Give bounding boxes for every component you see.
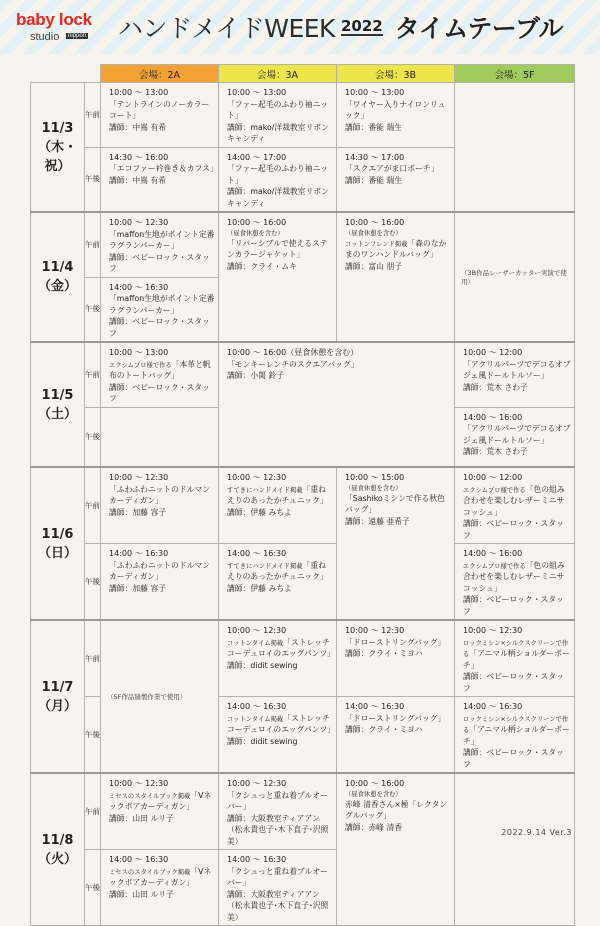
session-teacher: 講師：伊藤 みちよ: [227, 507, 292, 517]
session-time: 10:00 ～ 16:00（昼食休憩を含む）: [227, 348, 359, 357]
session-title: 「クシュっと重ね着プルオーバー」: [227, 866, 328, 887]
day-weekday: （月）: [37, 698, 77, 714]
session-time: 14:30 ～ 17:00: [345, 152, 405, 162]
session-teacher: 講師：山田 ルリ子: [109, 813, 174, 823]
session-time: 14:00 ～ 16:30: [109, 549, 169, 558]
session-slot: [455, 697, 575, 774]
session-teacher: 講師：加藤 容子: [109, 507, 167, 517]
session-title: 「重ねえりのあったかチュニック」: [227, 484, 328, 505]
session-slot: [219, 850, 337, 926]
session-cell: [455, 774, 574, 780]
period-pm: 午後: [85, 147, 101, 212]
title-sub: タイムテーブル: [394, 14, 563, 43]
session-title: 「重ねえりのあったかチュニック」: [227, 560, 328, 581]
session-title: 「ドローストリングバッグ」: [345, 713, 446, 723]
session-title: 赤峰 清香さん×極「レクタングルバッグ」: [345, 799, 448, 820]
day-row-am: [31, 212, 575, 277]
session-teacher: 講師：didit sewing: [227, 660, 298, 670]
session-source: ミセスのスタイルブック掲載: [109, 868, 191, 876]
title-main: ハンドメイドWEEK: [118, 14, 335, 43]
period-am: 午前: [85, 212, 101, 277]
session-cell: [101, 83, 218, 135]
venue-header: 会場：3B: [337, 65, 455, 83]
session-time: 10:00 ～ 12:30: [109, 218, 169, 227]
day-row-am: [31, 773, 575, 850]
day-date: 11/5: [41, 387, 74, 403]
session-title: 「エコファー衿巻き＆カフス」: [109, 164, 218, 173]
session-slot: [101, 773, 219, 850]
session-time: 14:00 ～ 16:30: [227, 549, 287, 558]
session-slot: [219, 697, 337, 774]
timetable: [30, 64, 575, 926]
day-date: 11/8: [41, 832, 74, 848]
session-cell: [337, 148, 454, 189]
session-title: 「リバーシブルで使えるステンカラージャケット」: [227, 238, 328, 259]
session-title: 「森のなかまのワンハンドルバッグ」: [345, 238, 447, 259]
period-am: 午前: [85, 342, 101, 407]
session-teacher: 講師：ベビーロック・スタッフ: [463, 519, 564, 540]
day-weekday: （金）: [37, 279, 77, 294]
session-cell: [455, 83, 574, 89]
session-cell: [337, 697, 454, 738]
session-cell: [219, 544, 336, 596]
session-slot: [337, 467, 455, 620]
venue-header: 会場：5F: [455, 65, 575, 83]
session-teacher: 講師：ベビーロック・スタッフ: [109, 252, 210, 273]
day-label: [31, 212, 85, 342]
session-slot: [101, 342, 219, 407]
session-cell: [219, 850, 336, 925]
session-time: 10:00 ～ 13:00: [345, 88, 405, 97]
session-cell: [101, 278, 218, 342]
session-time: 10:00 ～ 12:30: [109, 473, 169, 482]
day-row-pm: [31, 544, 575, 621]
session-source: ロックミシン×シルクスクリーンで作る: [463, 639, 569, 658]
session-source: すてきにハンドメイド掲載: [227, 562, 303, 570]
day-label: [31, 83, 85, 213]
session-time: 14:00 ～ 16:30: [109, 855, 169, 864]
session-title: 「クシュっと重ね着プルオーバー」: [227, 790, 328, 811]
day-date: 11/6: [41, 526, 74, 542]
session-time: 14:00 ～ 16:30: [227, 855, 287, 864]
session-teacher: 講師：伊藤 みちよ: [227, 583, 292, 593]
cell-note: （3B作品レーザーカッター実演で使用）: [461, 269, 567, 286]
session-teacher: 講師：クライ・ミヨハ: [345, 725, 423, 734]
page-title: [118, 10, 563, 44]
session-cell: [337, 774, 454, 835]
day-weekday: （木・祝）: [37, 139, 77, 174]
session-cell: [455, 544, 574, 619]
session-title: 「アニマル柄ショルダーポーチ」: [463, 725, 570, 746]
session-slot: [101, 212, 219, 277]
period-am: 午前: [85, 773, 101, 850]
session-time: 10:00 ～ 12:30: [227, 779, 287, 788]
session-title: 「アニマル柄ショルダーポーチ」: [463, 649, 570, 670]
session-title: 「ファー起毛のふわり袖ニット」: [227, 164, 328, 185]
header-blank: [31, 65, 101, 83]
session-title: 「ふわふわニットのドルマンカーディガン」: [109, 560, 211, 581]
session-slot: [101, 544, 219, 621]
session-title: 「アクリルパーツでデコるオブジェ風ドールトルソー」: [463, 359, 571, 380]
session-slot: [219, 342, 455, 467]
session-time: 10:00 ～ 12:30: [345, 626, 405, 635]
session-teacher: 講師：ベビーロック・スタッフ: [463, 595, 564, 616]
day-date: 11/4: [41, 260, 74, 275]
session-time: 14:30 ～ 16:00: [109, 152, 169, 162]
session-cell: [101, 774, 218, 826]
period-pm: 午後: [85, 277, 101, 342]
session-title: 「スクエアがま口ポーチ」: [345, 164, 439, 173]
session-teacher: 講師：荒木 さわ子: [463, 447, 528, 456]
session-teacher: 講師：mako/洋裁教室リボンキャンディ: [227, 187, 329, 208]
session-time: 14:00 ～ 16:30: [463, 702, 523, 711]
day-label: [31, 773, 85, 926]
session-cell: [455, 621, 574, 696]
session-slot: [101, 147, 219, 212]
session-title: 「色の組み合わせを楽しむレザーミニサコッシュ」: [463, 560, 565, 593]
session-slot: [455, 83, 575, 213]
session-cell: [101, 343, 218, 407]
session-teacher: 講師：加藤 容子: [109, 583, 167, 593]
session-slot: [455, 467, 575, 544]
session-cell: [219, 621, 336, 673]
session-teacher: 講師：中嶌 有希: [109, 175, 167, 185]
session-source: エクシムプロ様で作る: [109, 361, 172, 369]
session-title: 「アクリルパーツでデコるオブジェ風ドールトルソー」: [463, 424, 571, 445]
session-title: 「ファー起毛のふわり袖ニット」: [227, 99, 328, 120]
session-slot: [455, 407, 575, 467]
session-title: 「色の組み合わせを楽しむレザーミニサコッシュ」: [463, 484, 565, 517]
day-row-am: [31, 342, 575, 407]
cell-note: （5F作品縫製作業で使用）: [107, 693, 187, 701]
day-label: [31, 620, 85, 773]
session-teacher: 講師：小関 鈴子: [227, 371, 285, 380]
session-slot: [455, 620, 575, 697]
session-slot: [337, 773, 455, 926]
session-cell: [219, 343, 454, 384]
session-teacher: 講師：遠藤 亜希子: [345, 516, 410, 526]
session-source: ミセスのスタイルブック掲載: [109, 792, 191, 800]
session-title: 「ワイヤー入りナイロンリュック」: [345, 99, 446, 120]
session-time: 10:00 ～ 15:00: [345, 473, 405, 482]
session-cell: [455, 697, 574, 772]
session-cell: [219, 697, 336, 749]
session-slot: [219, 212, 337, 342]
day-weekday: （火）: [37, 851, 77, 867]
session-time: 14:00 ～ 16:00: [463, 412, 523, 422]
session-slot: [455, 212, 575, 342]
session-teacher: 講師：大阪教室ティアアン（松永貴也子･木下直子･沢照美）: [227, 889, 329, 922]
day-row-am: [31, 620, 575, 697]
period-am: 午前: [85, 83, 101, 148]
session-time: 14:00 ～ 17:00: [227, 152, 287, 162]
session-time: 10:00 ～ 16:00: [345, 218, 405, 227]
day-date: 11/7: [41, 679, 74, 695]
session-slot: [101, 277, 219, 342]
session-slot: [337, 697, 455, 774]
session-slot: [337, 620, 455, 697]
session-cell: [455, 408, 574, 460]
session-cell: [219, 83, 336, 147]
session-title: 「テントラインのノーカラーコート」: [109, 99, 210, 120]
session-teacher: 講師：山田 ルリ子: [109, 889, 174, 899]
session-source: コットンフレンド掲載: [345, 240, 408, 248]
session-slot: [219, 147, 337, 212]
session-slot: [337, 212, 455, 342]
session-source: すてきにハンドメイド掲載: [227, 486, 303, 494]
session-slot: [219, 83, 337, 148]
session-slot: [337, 147, 455, 212]
day-weekday: （日）: [37, 545, 77, 561]
period-am: 午前: [85, 467, 101, 544]
session-cell: [219, 148, 336, 212]
day-date: 11/3: [41, 120, 74, 136]
session-cell: [101, 148, 218, 189]
session-slot: [337, 83, 455, 148]
session-time: 10:00 ～ 12:00: [463, 348, 523, 357]
session-slot: [455, 544, 575, 621]
session-cell: [219, 213, 336, 274]
period-am: 午前: [85, 620, 101, 697]
session-teacher: 講師：didit sewing: [227, 736, 298, 746]
session-title: 「ストレッチコーデュロイのエッグパンツ」: [227, 637, 336, 658]
session-cell: [219, 468, 336, 520]
session-teacher: 講師：クライ・ミヨハ: [345, 649, 423, 658]
session-teacher: 講師：富山 朋子: [345, 261, 403, 271]
session-source: ロックミシン×シルクスクリーンで作る: [463, 715, 569, 734]
session-time: 14:00 ～ 16:30: [109, 282, 169, 292]
session-time: 10:00 ～ 13:00: [109, 348, 169, 357]
session-cell: [337, 213, 454, 274]
session-time: 10:00 ～ 13:00: [227, 88, 287, 97]
session-note: （昼食休憩を含む）: [345, 484, 402, 492]
day-row-am: [31, 83, 575, 148]
period-pm: 午後: [85, 407, 101, 467]
session-time: 10:00 ～ 12:30: [109, 779, 169, 788]
session-cell: [101, 850, 218, 902]
session-source: コットンタイム掲載: [227, 639, 284, 647]
brand-sub: studio: [30, 31, 60, 43]
session-note: （昼食休憩を含む）: [345, 790, 402, 798]
session-slot: [455, 773, 575, 926]
session-note: （昼食休憩を含む）: [345, 229, 402, 237]
day-row-am: [31, 467, 575, 544]
session-cell: [455, 343, 574, 395]
period-pm: 午後: [85, 850, 101, 926]
session-teacher: 講師：クライ・ムキ: [227, 261, 297, 271]
session-title: 「本革と帆布のトートバッグ」: [109, 359, 211, 380]
day-weekday: （土）: [37, 406, 77, 422]
session-title: 「Vネックボアカーディガン」: [109, 866, 212, 887]
session-title: 「ストレッチコーデュロイのエッグパンツ」: [227, 713, 336, 734]
session-teacher: 講師：ベビーロック・スタッフ: [109, 382, 210, 403]
session-teacher: 講師：荒木 さわ子: [463, 382, 528, 392]
session-time: 10:00 ～ 12:30: [227, 626, 287, 635]
period-pm: 午後: [85, 544, 101, 621]
session-source: エクシムプロ様で作る: [463, 486, 526, 494]
session-slot: [101, 83, 219, 148]
session-cell: [337, 621, 454, 662]
session-time: 10:00 ～ 12:30: [463, 626, 523, 635]
session-cell: [101, 544, 218, 596]
period-pm: 午後: [85, 697, 101, 774]
session-cell: [219, 774, 336, 849]
session-source: エクシムプロ様で作る: [463, 562, 526, 570]
session-slot: [219, 620, 337, 697]
session-cell: [101, 213, 218, 277]
title-year: 2022: [340, 17, 383, 35]
session-teacher: 講師：ベビーロック・スタッフ: [463, 748, 564, 769]
venue-header-row: [31, 65, 575, 83]
session-title: 「モンキーレンチのスクエアバッグ」: [227, 359, 359, 369]
version-label: 2022.9.14 Ver.3: [501, 828, 572, 837]
session-cell: [455, 468, 574, 543]
session-time: 10:00 ～ 12:00: [463, 473, 523, 482]
session-time: 10:00 ～ 13:00: [109, 88, 169, 97]
session-time: 14:00 ～ 16:30: [345, 702, 405, 711]
session-time: 10:00 ～ 16:00: [227, 218, 287, 227]
session-time: 14:00 ～ 16:30: [227, 702, 287, 711]
venue-header: 会場：3A: [219, 65, 337, 83]
session-slot: [101, 620, 219, 773]
session-title: 「ドローストリングバッグ」: [345, 637, 446, 647]
brand-tag: nippon: [68, 33, 87, 39]
brand-name: baby lock: [16, 10, 92, 29]
venue-header: 会場：2A: [101, 65, 219, 83]
day-label: [31, 467, 85, 620]
session-source: コットンタイム掲載: [227, 715, 284, 723]
session-teacher: 講師：赤峰 清香: [345, 822, 403, 832]
session-time: 14:00 ～ 16:00: [463, 549, 523, 558]
session-teacher: 講師：ベビーロック・スタッフ: [109, 317, 210, 338]
session-slot: [219, 544, 337, 621]
session-time: 10:00 ～ 12:30: [227, 473, 287, 482]
session-slot: [101, 407, 219, 467]
session-slot: [219, 467, 337, 544]
session-slot: [455, 342, 575, 407]
session-cell: [337, 468, 454, 529]
session-slot: [101, 850, 219, 926]
session-title: 「ふわふわニットのドルマンカーディガン」: [109, 484, 211, 505]
session-cell: [101, 468, 218, 520]
session-teacher: 講師：番能 瑞生: [345, 122, 403, 132]
session-note: （昼食休憩を含む）: [227, 229, 284, 237]
session-teacher: 講師：ベビーロック・スタッフ: [463, 672, 564, 693]
brand-logo: [14, 10, 104, 46]
session-title: 「Sashikoミシンで作る秋色バッグ」: [345, 493, 445, 514]
session-slot: [219, 773, 337, 850]
session-time: 10:00 ～ 16:00: [345, 779, 405, 788]
session-teacher: 講師：中嶌 有希: [109, 122, 167, 132]
session-title: 「maffon生地がポイント定番ラグランパーカー」: [109, 229, 215, 250]
session-teacher: 講師：大阪教室ティアアン（松永貴也子･木下直子･沢照美）: [227, 813, 329, 846]
session-teacher: 講師：番能 瑞生: [345, 175, 403, 185]
session-cell: [337, 83, 454, 135]
session-teacher: 講師：mako/洋裁教室リボンキャンディ: [227, 122, 329, 143]
session-slot: [101, 467, 219, 544]
session-title: 「Vネックボアカーディガン」: [109, 790, 212, 811]
day-label: [31, 342, 85, 467]
session-title: 「maffon生地がポイント定番ラグランパーカー」: [109, 294, 215, 315]
